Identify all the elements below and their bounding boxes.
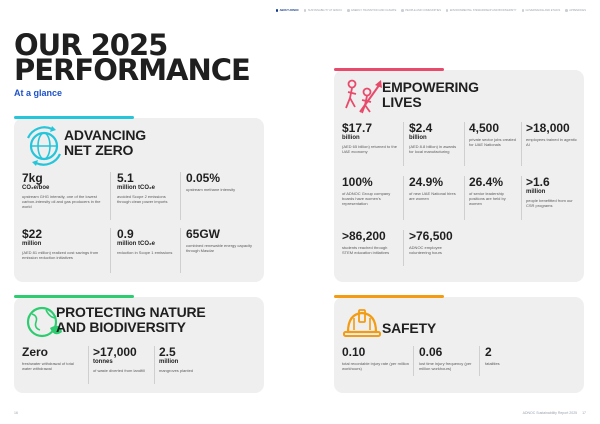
stat-value: 2 <box>485 345 492 359</box>
netzero-stat <box>22 228 102 260</box>
stat-value: 0.06 <box>419 345 443 359</box>
stat-description: (AED 65 billion) returned to the UAE economy <box>342 144 397 154</box>
nav-item-governance[interactable] <box>522 9 561 12</box>
stat-description: (AED 81 million) realized cost savings from emission reduction initiatives <box>22 250 99 260</box>
nav-label: ENERGY TRANSITION AND CLIMATE <box>351 9 397 12</box>
stat-value: >18,000 <box>526 121 570 135</box>
netzero-stat <box>117 172 175 204</box>
divider <box>464 176 465 220</box>
divider <box>521 176 522 220</box>
safety-title: SAFETY <box>382 320 437 336</box>
stat-description: of ADNOC Group company boards have women's representation <box>342 191 391 206</box>
nav-dot-icon <box>401 9 404 12</box>
stat-value: 4,500 <box>469 121 500 135</box>
divider <box>88 346 89 384</box>
stat-value: 0.05% <box>186 171 221 185</box>
divider <box>180 172 181 220</box>
lives-stat <box>409 230 463 255</box>
people-arrow-icon <box>340 74 384 118</box>
nature-accent-bar <box>14 295 134 298</box>
nav-label: PEOPLE AND COMMUNITIES <box>405 9 441 12</box>
stat-unit: tonnes <box>93 359 113 365</box>
nature-stat <box>159 346 229 373</box>
netzero-stat <box>186 172 256 192</box>
lives-title <box>382 80 479 110</box>
hard-hat-icon <box>340 302 384 346</box>
divider <box>110 172 111 220</box>
stat-value: $22 <box>22 227 43 241</box>
stat-unit: CO₂e/boe <box>22 185 50 191</box>
lives-stat <box>409 176 461 201</box>
stat-description: combined renewable energy capacity through Masdar <box>186 243 253 253</box>
page-title <box>14 28 250 87</box>
safety-stat <box>342 346 412 371</box>
stat-description: ADNOC employee volunteering hours <box>409 245 442 255</box>
nav-dot-icon <box>304 9 307 12</box>
nav-label: GOVERNANCE AND ETHICS <box>525 9 561 12</box>
section-nav <box>276 9 586 12</box>
nature-title-line2: AND BIODIVERSITY <box>56 319 186 335</box>
nav-dot-icon <box>446 9 449 12</box>
nav-dot-icon <box>565 9 568 12</box>
nav-dot-icon <box>347 9 350 12</box>
nav-label: ABOUT ADNOC <box>279 9 299 12</box>
nature-title <box>56 305 206 335</box>
lives-title-line2: LIVES <box>382 94 422 110</box>
stat-value: 5.1 <box>117 171 134 185</box>
netzero-title-line1: ADVANCING <box>64 127 146 143</box>
nature-title-line1: PROTECTING NATURE <box>56 304 206 320</box>
footer-right <box>523 411 586 415</box>
stat-value: >76,500 <box>409 229 453 243</box>
page-number-left: 16 <box>14 411 18 415</box>
netzero-stat <box>117 228 175 255</box>
nav-item-energy[interactable] <box>347 9 396 12</box>
stat-value: Zero <box>22 345 49 359</box>
page-title-line2: PERFORMANCE <box>14 53 250 87</box>
divider <box>521 122 522 166</box>
globe-recycle-icon <box>22 124 66 168</box>
nav-item-about[interactable] <box>276 9 299 12</box>
nav-label: SUSTAINABILITY AT ADNOC <box>307 9 343 12</box>
stat-description: freshwater withdrawal of total water withdrawal <box>22 361 74 371</box>
nav-dot-icon <box>276 9 279 12</box>
divider <box>464 122 465 166</box>
stat-value: 2.5 <box>159 345 176 359</box>
lives-accent-bar <box>334 68 444 71</box>
nature-stat <box>22 346 84 371</box>
stat-description: people benefitted from our CSR programs <box>526 198 573 208</box>
stat-unit: million <box>22 241 42 247</box>
stat-unit: million tCO₂e <box>117 185 156 191</box>
netzero-accent-bar <box>14 116 134 119</box>
stat-value: 100% <box>342 175 373 189</box>
stat-description: students reached through STEM education initiatives <box>342 245 390 255</box>
safety-stat <box>485 346 535 366</box>
stat-description: upstream GHG intensity, one of the lowest carbon-intensity oil and gas producers in the world <box>22 194 101 209</box>
nav-label: APPENDICES <box>569 9 586 12</box>
stat-value: >1.6 <box>526 175 550 189</box>
stat-description: total recordable injury rate (per million workhours) <box>342 361 409 371</box>
nature-stat <box>93 346 151 373</box>
lives-stat <box>342 122 398 154</box>
stat-value: 0.10 <box>342 345 366 359</box>
safety-accent-bar <box>334 295 444 298</box>
stat-description: reduction in Scope 1 emissions <box>117 250 173 255</box>
divider <box>154 346 155 384</box>
page-number-right: 17 <box>582 411 586 415</box>
lives-stat <box>342 176 398 206</box>
stat-unit: million tCO₂e <box>117 241 156 247</box>
netzero-title-line2: NET ZERO <box>64 142 134 158</box>
nav-item-environment[interactable] <box>446 9 517 12</box>
divider <box>180 228 181 273</box>
netzero-stat <box>186 228 256 253</box>
nav-item-people[interactable] <box>401 9 441 12</box>
stat-value: 0.9 <box>117 227 134 241</box>
lives-stat <box>409 122 461 154</box>
lives-stat <box>469 176 519 206</box>
stat-value: >86,200 <box>342 229 386 243</box>
stat-unit: billion <box>409 135 427 141</box>
stat-description: employees trained in agentic AI <box>526 137 577 147</box>
nav-label: ENVIRONMENTAL STEWARDSHIP AND BIODIVERSITY <box>449 9 517 12</box>
stat-description: fatalities <box>485 361 500 366</box>
stat-unit: million <box>159 359 179 365</box>
stat-value: $2.4 <box>409 121 433 135</box>
report-title: ADNOC Sustainability Report 2025 <box>522 411 578 415</box>
lives-stat <box>469 122 519 147</box>
lives-stat <box>342 230 398 255</box>
stat-value: 24.9% <box>409 175 444 189</box>
safety-stat <box>419 346 479 371</box>
stat-value: 7kg <box>22 171 43 185</box>
nav-dot-icon <box>522 9 525 12</box>
stat-description: mangroves planted <box>159 368 194 373</box>
nav-item-appendices[interactable] <box>565 9 586 12</box>
nav-item-sustainability[interactable] <box>304 9 342 12</box>
stat-description: lost time injury frequency (per million workhours) <box>419 361 472 371</box>
stat-description: avoided Scope 2 emissions through clean power imports <box>117 194 168 204</box>
divider <box>110 228 111 273</box>
stat-value: 65GW <box>186 227 221 241</box>
lives-stat <box>526 176 580 208</box>
lives-title-line1: EMPOWERING <box>382 79 479 95</box>
stat-description: of waste diverted from landfill <box>93 368 145 373</box>
stat-description: upstream methane intensity <box>186 187 236 192</box>
stat-description: of new UAE National hires are women <box>409 191 456 201</box>
divider <box>403 230 404 266</box>
divider <box>479 346 480 376</box>
stat-description: (AED 8.8 billion) in awards for local manufacturing <box>409 144 457 154</box>
page-title-line1: OUR 2025 <box>14 28 168 62</box>
stat-value: $17.7 <box>342 121 373 135</box>
stat-value: >17,000 <box>93 345 137 359</box>
stat-value: 26.4% <box>469 175 504 189</box>
divider <box>403 176 404 220</box>
divider <box>413 346 414 376</box>
stat-unit: billion <box>342 135 360 141</box>
netzero-stat <box>22 172 102 209</box>
divider <box>403 122 404 166</box>
netzero-title <box>64 128 146 158</box>
stat-description: of senior leadership positions are held by women <box>469 191 506 206</box>
lives-stat <box>526 122 580 147</box>
stat-description: private sector jobs created for UAE Nationals <box>469 137 516 147</box>
page-subtitle: At a glance <box>14 88 63 98</box>
stat-unit: million <box>526 189 546 195</box>
